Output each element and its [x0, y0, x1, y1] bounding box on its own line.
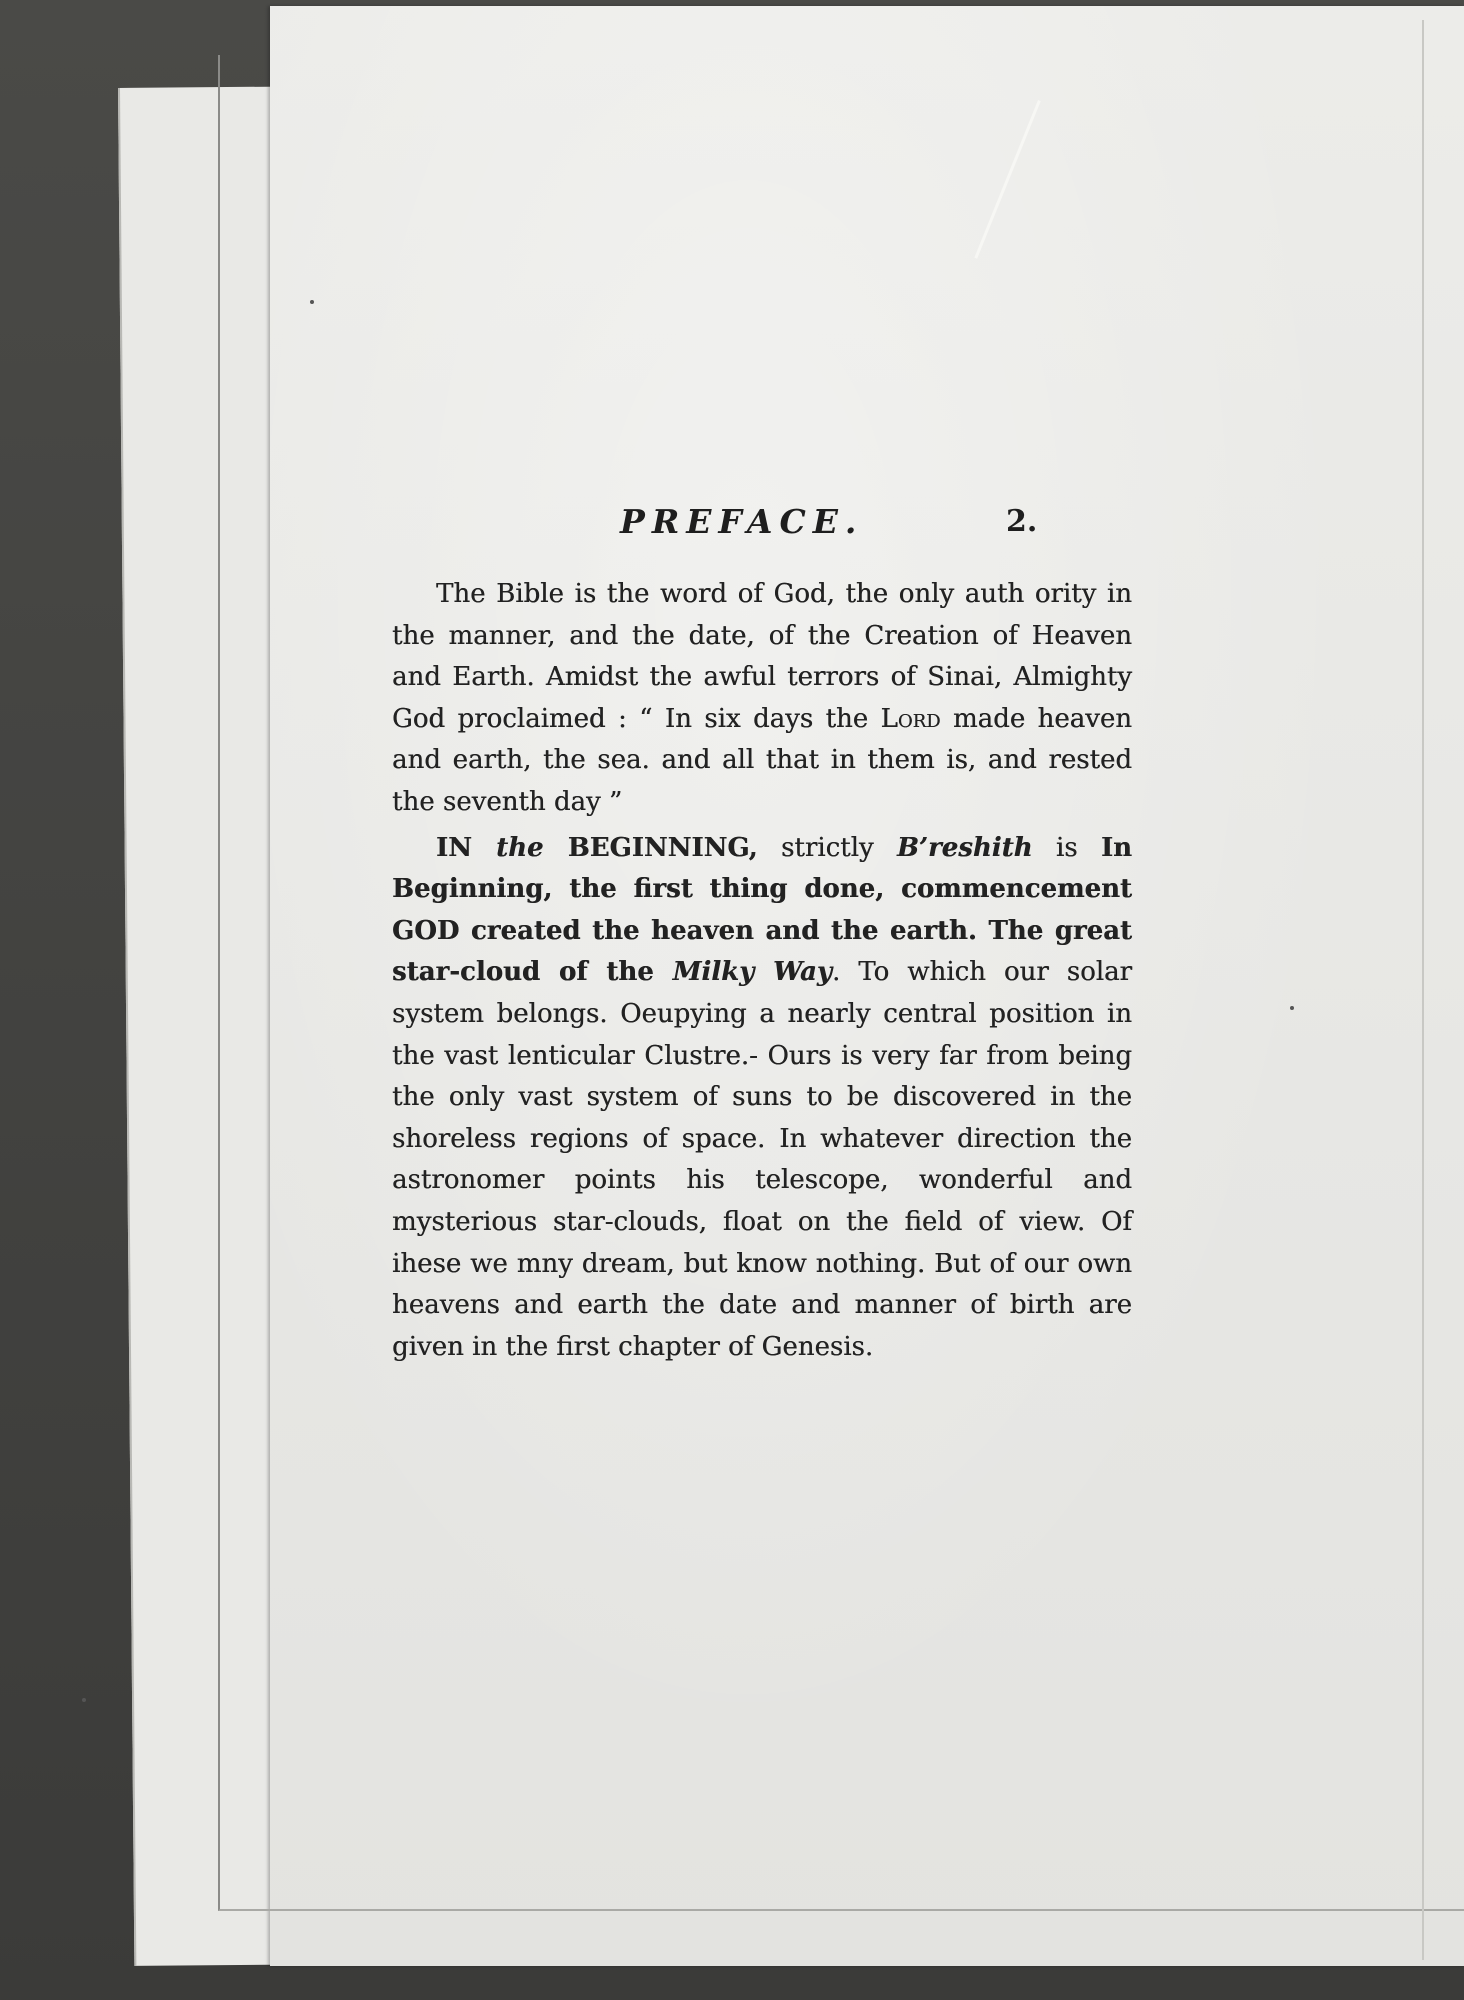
preface-heading: [392, 502, 1132, 554]
paragraph-1-lord: Lord: [880, 703, 941, 734]
paragraph-1-lead: The Bible is the word of God, the only auth ority in the manner, and the date, of the Creation of Heaven and Earth. Amidst the awful terrors of Sinai, Almighty God proclaimed : “ In six days the: [392, 579, 1132, 734]
preface-body: [392, 574, 1132, 1368]
paragraph-2-beginning: BEGINNING,: [543, 832, 758, 863]
paragraph-1: [392, 574, 1132, 824]
paragraph-2-the: the: [496, 832, 544, 863]
ink-speck: [1290, 1006, 1294, 1010]
paragraph-2-rest-2: . To which our solar system belongs. Oeupying a nearly central position in the vast lenticular Clustre.- Ours is very far from being the only vast system of suns to be discovered in the shoreless regions of space. In whatever direction the astronomer points his telescope, wonderful and mysterious star-clouds, float on the field of view. Of ihese we mny dream, but know nothing. But of our own heavens and earth the date and manner of birth are given in the first chapter of Genesis.: [392, 957, 1132, 1362]
paragraph-2-is: is: [1032, 832, 1101, 863]
paragraph-2-rest-1: In Beginning, the first thing done, commencement GOD created the heaven and the earth. The great star-cloud of the: [392, 832, 1133, 988]
paragraph-2-in: IN: [436, 832, 497, 863]
paragraph-2-strictly: strictly: [757, 832, 897, 863]
paragraph-2-milky-way: Milky Way: [672, 957, 832, 988]
ink-speck: [310, 300, 314, 304]
page-number: 2.: [1006, 504, 1038, 539]
paragraph-2-breshith: B’reshith: [896, 832, 1033, 863]
page-fold-line: [1422, 20, 1424, 1960]
heading-title: PREFACE.: [620, 502, 864, 541]
paragraph-2: [392, 828, 1132, 1369]
paragraph-1-rest: made heaven and earth, the sea. and all that in them is, and rested the seventh day ”: [392, 703, 1133, 817]
ink-speck: [82, 1698, 86, 1702]
